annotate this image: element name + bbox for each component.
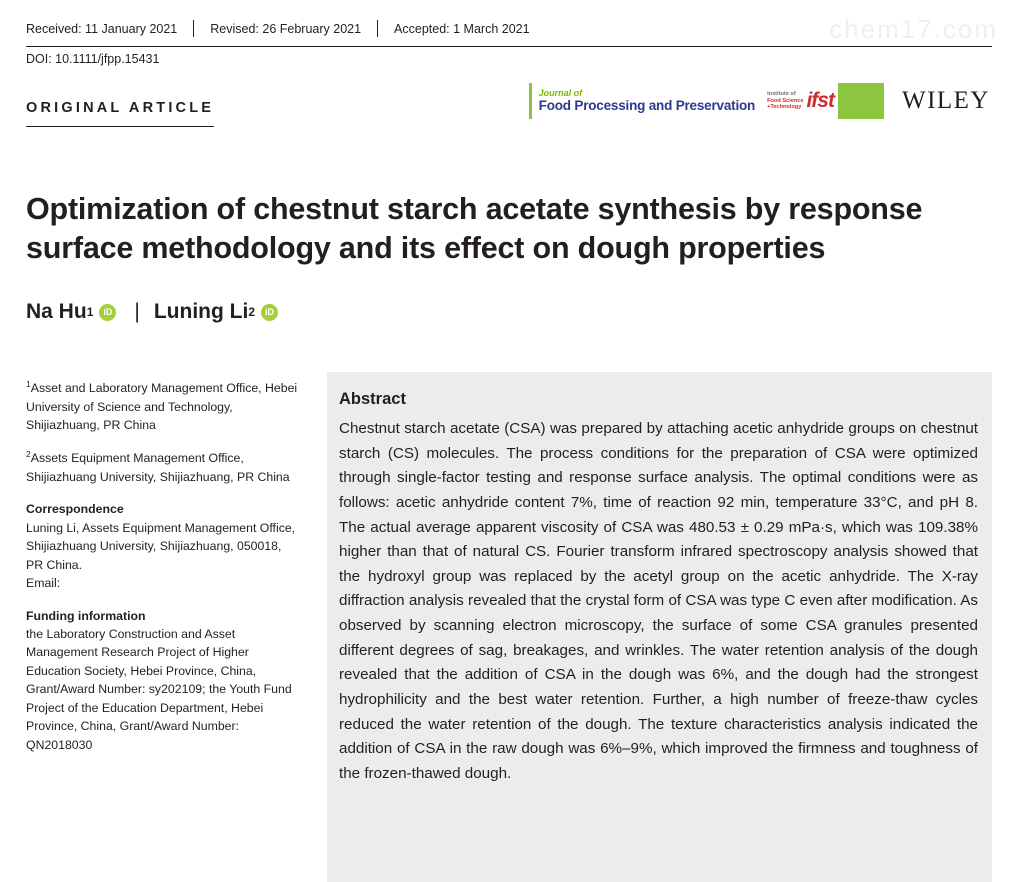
author-list <box>26 300 282 324</box>
abstract-heading: Abstract <box>339 390 406 408</box>
orcid-icon[interactable]: iD <box>99 304 116 321</box>
article-type-label: ORIGINAL ARTICLE <box>26 100 214 127</box>
revised-date: Revised: 26 February 2021 <box>210 21 362 36</box>
received-date: Received: 11 January 2021 <box>26 21 178 36</box>
journal-logo-line1: Journal of <box>538 88 583 99</box>
affiliations-column <box>26 378 298 768</box>
journal-logo <box>529 83 884 119</box>
affiliation-marker-1: 1 <box>26 379 31 389</box>
ifst-line1: Institute of <box>767 90 796 97</box>
ifst-line3: +Technology <box>767 104 802 111</box>
funding-text: the Laboratory Construction and Asset Management Research Project of Higher Education Society, Hebei Province, China, Grant/Award Number: sy202109; the Youth Fund Project of the Education Department, Hebei Province, China, Grant/Award Number: QN2018030 <box>26 627 292 752</box>
logo-row <box>529 83 990 119</box>
abstract-body: Chestnut starch acetate (CSA) was prepared by attaching acetic anhydride groups on chestnut starch (CS) molecules. The process conditions for the preparation of CSA were optimized through single-factor testing and response surface analysis. The optimal conditions were as follows: acetic anhydride content 7%, time of reaction 92 min, temperature 33°C, and pH 8. The actual average apparent viscosity of CSA was 480.53 ± 0.29 mPa·s, which was 109.38% higher than that of natural CS. Fourier transform infrared spectroscopy analysis showed that the hydroxyl group was replaced by the acetyl group on the acetic anhydride. The X-ray diffraction analysis revealed that the crystal form of CSA was type C even after modification. As observed by scanning electron microscopy, the surface of some CSA granules presented different degrees of sag, breakages, and wrinkles. The water retention analysis of the dough revealed that the addition of CSA in the dough was 6%, and the dough had the strongest hydrophilicity and the best water retention. Further, a high number of freeze-thaw cycles reduced the water retention of the dough. The texture characteristics analysis indicated the addition of CSA in the raw dough was 6%–9%, which improved the firmness and toughness of the frozen-thawed dough. <box>339 420 978 782</box>
watermark-text: chem17.com <box>829 14 998 44</box>
orcid-icon[interactable]: iD <box>261 304 278 321</box>
ifst-logo <box>763 83 838 119</box>
abstract-panel <box>327 372 992 882</box>
ifst-wordmark: ifst <box>806 89 834 112</box>
author-separator: | <box>134 300 140 323</box>
author-affiliation-marker-1: 1 <box>86 305 94 319</box>
funding-heading: Funding information <box>26 608 146 623</box>
affiliation-1 <box>26 378 298 434</box>
page-title: Optimization of chestnut starch acetate synthesis by response surface methodology and its effect on dough properties <box>26 192 923 265</box>
affiliation-text-1: Asset and Laboratory Management Office, Hebei University of Science and Technology, Shijiazhuang, PR China <box>26 381 298 432</box>
ifst-line2: Food Science <box>767 97 804 104</box>
correspondence-block <box>26 500 298 592</box>
wiley-logo: WILEY <box>901 87 990 114</box>
green-block-decoration <box>838 83 884 119</box>
affiliation-2 <box>26 448 298 486</box>
journal-logo-line2: Food Processing and Preservation <box>538 97 756 113</box>
doi-text[interactable]: DOI: 10.1111/jfpp.15431 <box>26 52 160 66</box>
correspondence-heading: Correspondence <box>26 502 124 517</box>
correspondence-text: Luning Li, Assets Equipment Management Office, Shijiazhuang University, Shijiazhuang, 050018, PR China. <box>26 520 296 572</box>
author-name-2[interactable]: Luning Li <box>153 300 249 323</box>
correspondence-email-label[interactable]: Email: <box>26 576 61 591</box>
author-affiliation-marker-2: 2 <box>248 305 256 319</box>
accepted-date: Accepted: 1 March 2021 <box>394 21 530 36</box>
author-name-1[interactable]: Na Hu <box>26 300 87 323</box>
funding-block <box>26 607 298 755</box>
article-history-bar <box>26 20 992 47</box>
affiliation-text-2: Assets Equipment Management Office, Shijiazhuang University, Shijiazhuang, PR China <box>26 451 290 484</box>
affiliation-marker-2: 2 <box>26 449 31 460</box>
